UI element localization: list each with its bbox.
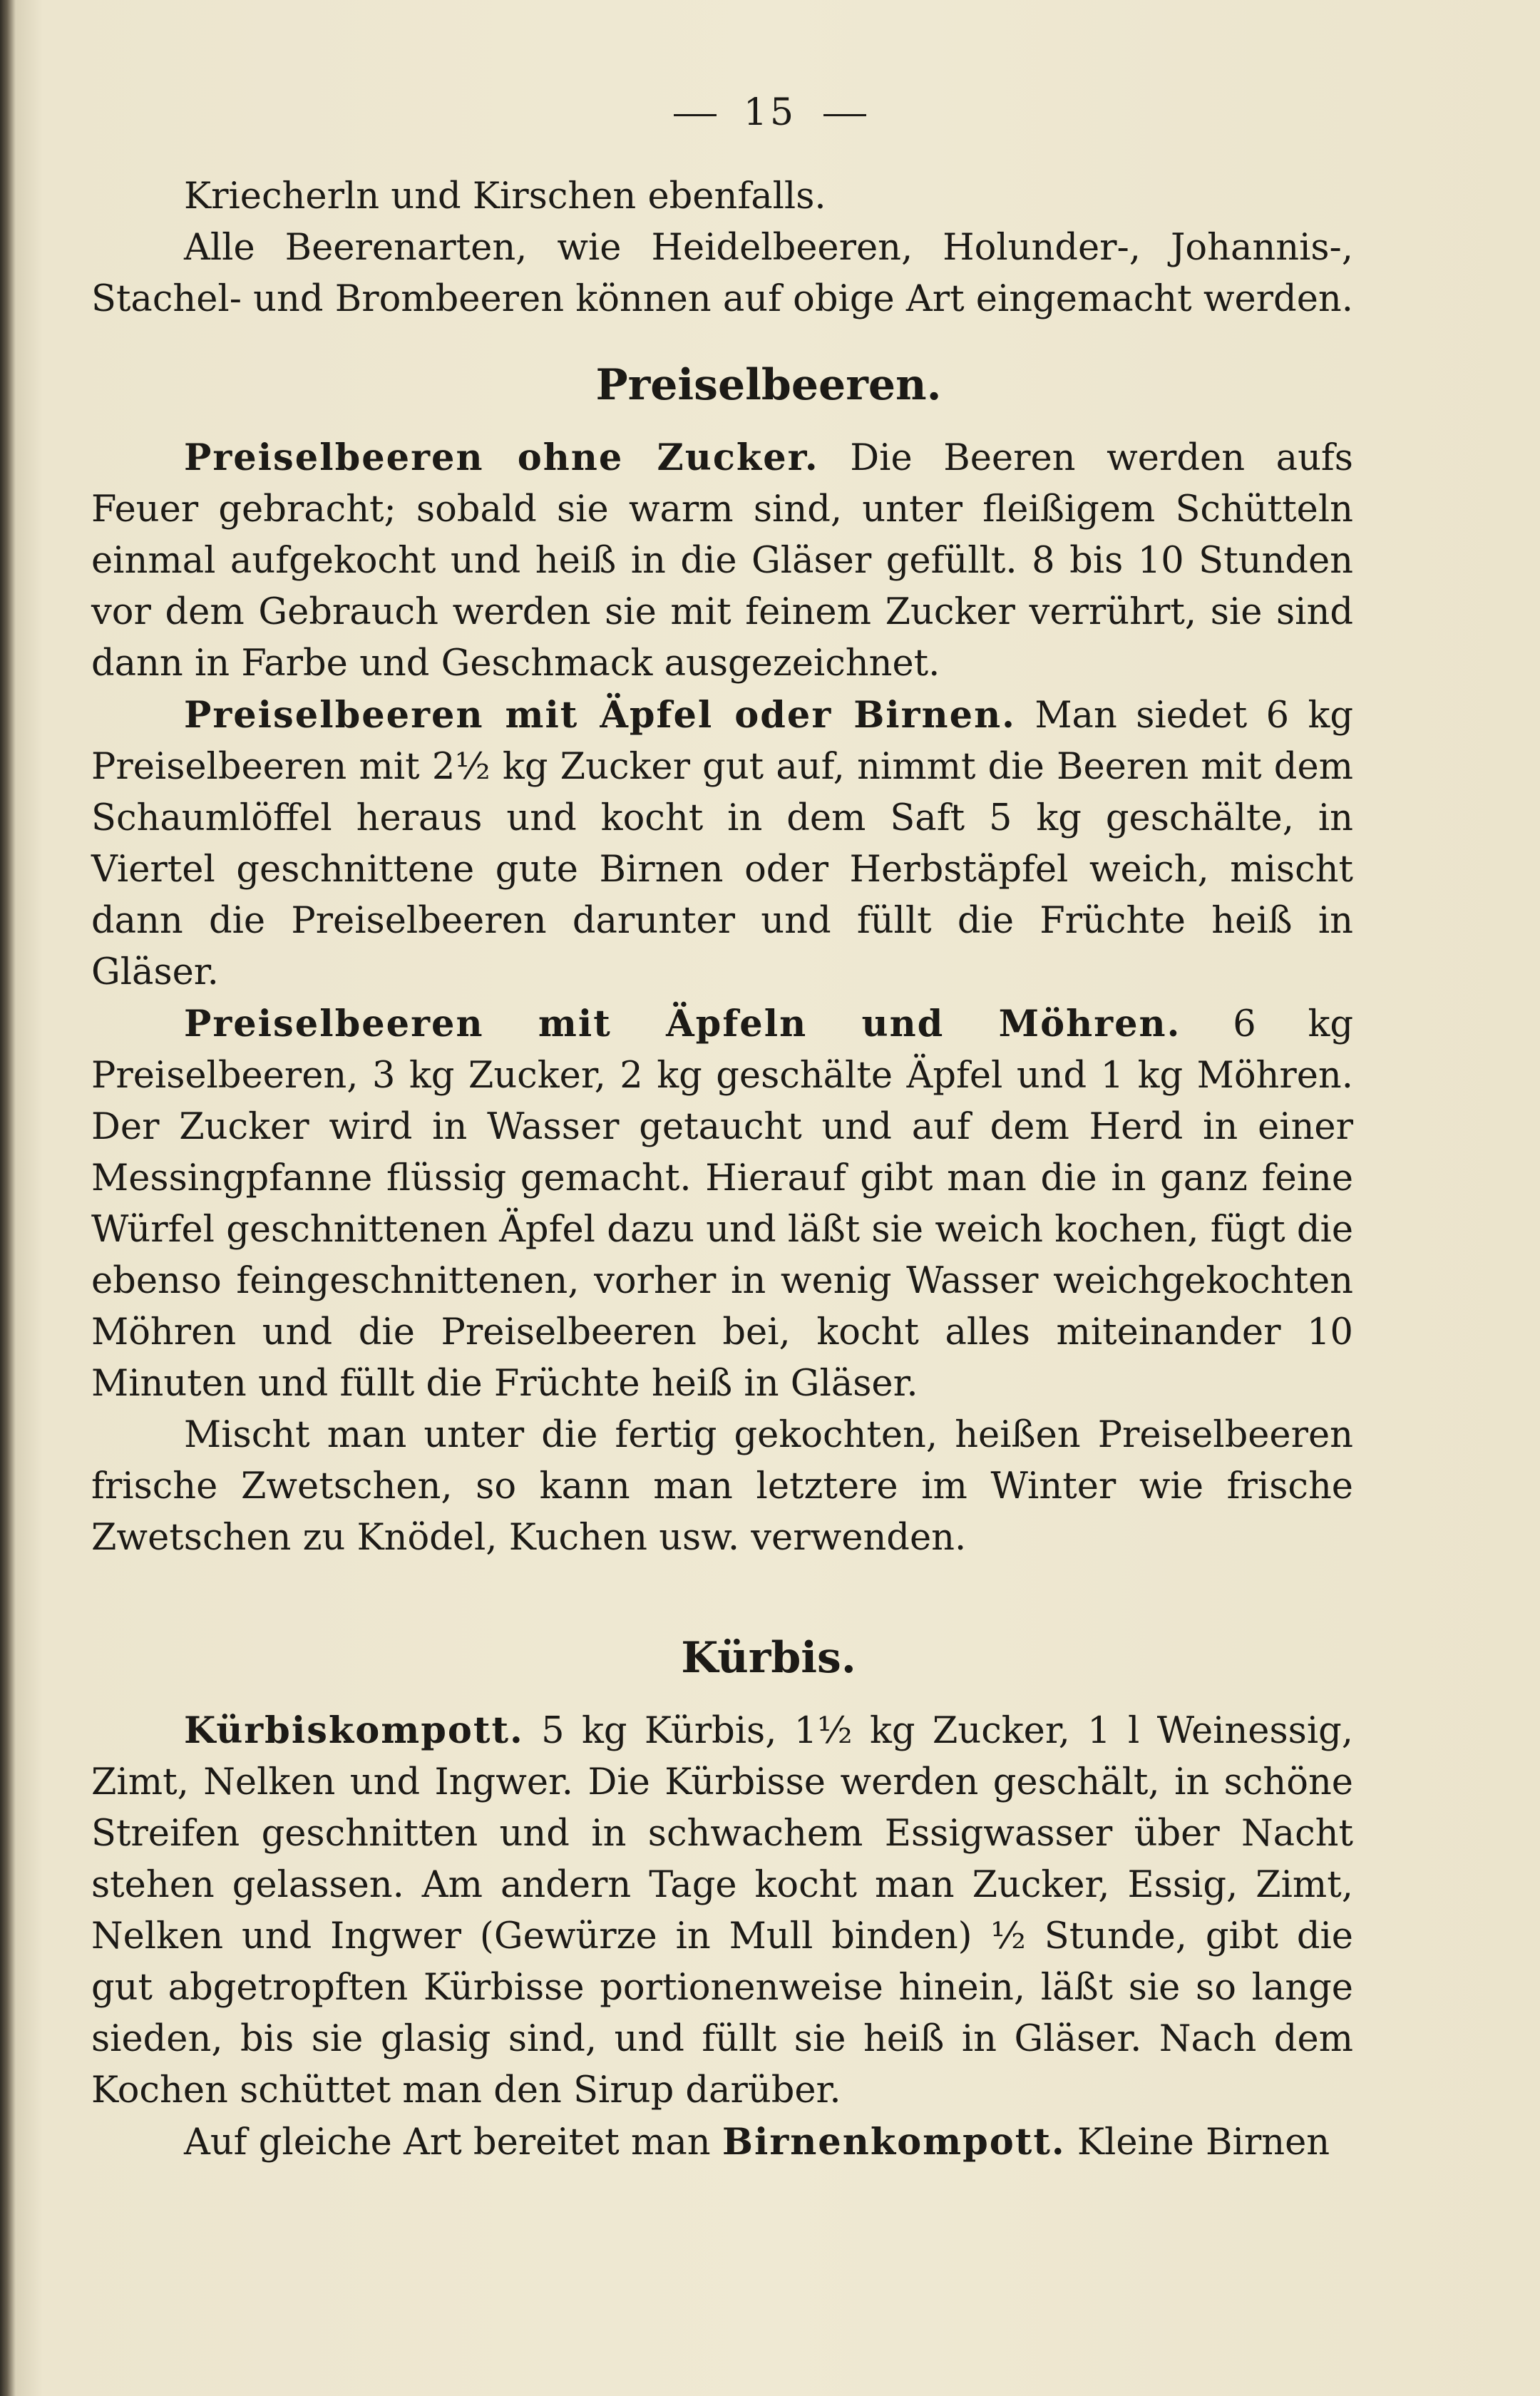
- recipe-title: Preiselbeeren mit Äpfel oder Birnen.: [184, 694, 1016, 737]
- recipe-text: Die Beeren werden aufs Feuer gebracht; sobald sie warm sind, unter fleißigem Schütteln einmal aufgekocht und heiß in die Gläser gefüllt. 8 bis 10 Stunden vor dem Gebrauch werden sie mit feinem Zucker verrührt, sie sind dann in Farbe und Geschmack ausgezeichnet.: [91, 437, 1353, 685]
- dash-right: [823, 114, 866, 116]
- paragraph-text: Alle Beerenarten, wie Heidelbeeren, Holunder-, Johannis-, Stachel- und Brombeeren können auf obige Art eingemacht werden.: [91, 227, 1353, 320]
- recipe-paragraph: [91, 1705, 1353, 2116]
- section-heading: Preiselbeeren.: [595, 360, 942, 410]
- recipe-paragraph: [91, 690, 1353, 998]
- recipe-title: Birnenkompott.: [722, 2121, 1066, 2164]
- paragraph: [91, 171, 1353, 222]
- paragraph-text: Kleine Birnen: [1077, 2121, 1330, 2164]
- recipe-paragraph: [91, 998, 1353, 1410]
- paragraph-text: Kriecherln und Kirschen ebenfalls.: [184, 175, 826, 217]
- recipe-title: Kürbiskompott.: [184, 1709, 524, 1752]
- page-number-value: 15: [743, 91, 797, 134]
- paragraph: [91, 222, 1353, 325]
- section-heading: Kürbis.: [681, 1633, 856, 1683]
- dash-left: [674, 114, 717, 116]
- recipe-text: 6 kg Preiselbeeren, 3 kg Zucker, 2 kg geschälte Äpfel und 1 kg Möhren. Der Zucker wird in Wasser getaucht und auf dem Herd in einer Messingpfanne flüssig gemacht. Hierauf gibt man die in ganz feine Würfel geschnittenen Äpfel dazu und läßt sie weich kochen, fügt die ebenso feingeschnittenen, vorher in wenig Wasser weichgekochten Möhren und die Preiselbeeren bei, kocht alles miteinander 10 Minuten und füllt die Früchte heiß in Gläser.: [91, 1003, 1353, 1405]
- recipe-text: Man siedet 6 kg Preiselbeeren mit 2½ kg Zucker gut auf, nimmt die Beeren mit dem Schaumlöffel heraus und kocht in dem Saft 5 kg geschälte, in Viertel geschnittene gute Birnen oder Herbstäpfel weich, mischt dann die Preiselbeeren darunter und füllt die Früchte heiß in Gläser.: [91, 695, 1353, 993]
- paragraph: [91, 2116, 1353, 2169]
- recipe-text: 5 kg Kürbis, 1½ kg Zucker, 1 l Weinessig, Zimt, Nelken und Ingwer. Die Kürbisse werden geschält, in schöne Streifen geschnitten und in schwachem Essigwasser über Nacht stehen gelassen. Am andern Tage kocht man Zucker, Essig, Zimt, Nelken und Ingwer (Gewürze in Mull binden) ½ Stunde, gibt die gut abgetropften Kürbisse portionenweise hinein, läßt sie so lange sieden, bis sie glasig sind, und füllt sie heiß in Gläser. Nach dem Kochen schüttet man den Sirup darüber.: [91, 1710, 1354, 2111]
- paragraph-text: Mischt man unter die fertig gekochten, heißen Preiselbeeren frische Zwetschen, so kann man letztere im Winter wie frische Zwetschen zu Knödel, Kuchen usw. verwenden.: [91, 1414, 1353, 1559]
- recipe-paragraph: [91, 432, 1353, 690]
- paragraph-text: Auf gleiche Art bereitet man: [184, 2121, 711, 2164]
- paragraph: [91, 1410, 1353, 1564]
- page-number: [0, 91, 1540, 134]
- recipe-title: Preiselbeeren ohne Zucker.: [184, 436, 819, 479]
- recipe-title: Preiselbeeren mit Äpfeln und Möhren.: [184, 1003, 1181, 1045]
- body-text: [91, 171, 1353, 2169]
